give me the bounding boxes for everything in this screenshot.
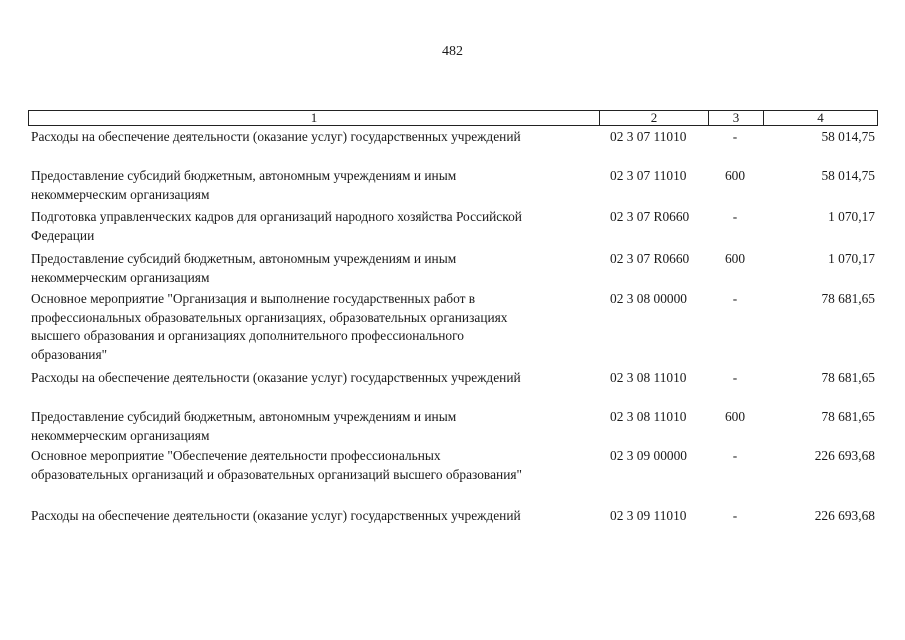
row-expense-type: - (732, 291, 738, 306)
row-expense-type: - (732, 129, 738, 144)
row-name-line: Предоставление субсидий бюджетным, автономным учреждениям и иным (31, 409, 457, 424)
row-name (31, 507, 606, 526)
row-code: 02 3 09 00000 (610, 448, 687, 463)
row-code: 02 3 08 11010 (610, 370, 687, 385)
row-expense-type: 600 (724, 409, 746, 424)
row-name-line: Расходы на обеспечение деятельности (оказание услуг) государственных учреждений (31, 370, 521, 385)
row-name (31, 128, 606, 147)
row-expense-type: - (732, 370, 738, 385)
row-name-line: Основное мероприятие "Организация и выполнение государственных работ в (31, 291, 476, 306)
row-name-line: профессиональных образовательных организациях, образовательных организациях (31, 309, 508, 325)
row-name-line: образовательных организаций и образовательных организаций высшего образования" (31, 466, 522, 482)
row-code: 02 3 07 R0660 (610, 251, 690, 266)
page-number: 482 (442, 44, 463, 59)
row-code: 02 3 08 00000 (610, 291, 687, 306)
row-expense-type: - (732, 448, 738, 463)
row-name-line: некоммерческим организациям (31, 269, 210, 285)
row-expense-type: - (732, 209, 738, 224)
row-expense-type: - (732, 508, 738, 523)
row-name-line: некоммерческим организациям (31, 186, 210, 202)
row-name (31, 408, 606, 445)
header-col-4: 4 (817, 110, 824, 125)
row-expense-type: 600 (724, 251, 746, 266)
row-name-line: Предоставление субсидий бюджетным, автономным учреждениям и иным (31, 168, 457, 183)
row-name-line: Расходы на обеспечение деятельности (оказание услуг) государственных учреждений (31, 508, 521, 523)
row-name-line: Расходы на обеспечение деятельности (оказание услуг) государственных учреждений (31, 129, 521, 144)
row-amount: 226 693,68 (814, 448, 875, 463)
row-code: 02 3 07 11010 (610, 129, 687, 144)
row-name (31, 208, 606, 245)
row-name (31, 290, 606, 364)
row-code: 02 3 07 11010 (610, 168, 687, 183)
header-col-1: 1 (310, 110, 318, 125)
row-amount: 78 681,65 (821, 409, 875, 424)
table-header (28, 110, 878, 126)
row-name (31, 369, 606, 388)
row-amount: 78 681,65 (821, 370, 875, 385)
row-amount: 58 014,75 (821, 168, 875, 183)
row-amount: 1 070,17 (828, 251, 875, 266)
row-code: 02 3 08 11010 (610, 409, 687, 424)
row-amount: 58 014,75 (821, 129, 875, 144)
row-name-line: Предоставление субсидий бюджетным, автономным учреждениям и иным (31, 251, 457, 266)
row-name (31, 167, 606, 204)
row-name-line: Федерации (31, 227, 95, 243)
row-name (31, 250, 606, 287)
row-amount: 78 681,65 (821, 291, 875, 306)
row-name-line: Основное мероприятие "Обеспечение деятельности профессиональных (31, 448, 441, 463)
header-col-2: 2 (650, 110, 658, 125)
row-name-line: образования" (31, 346, 108, 362)
row-amount: 1 070,17 (828, 209, 875, 224)
row-name-line: Подготовка управленческих кадров для организаций народного хозяйства Российской (31, 209, 522, 224)
header-col-3: 3 (732, 110, 740, 125)
row-name (31, 447, 606, 484)
row-name-line: некоммерческим организациям (31, 427, 210, 443)
row-code: 02 3 07 R0660 (610, 209, 690, 224)
row-amount: 226 693,68 (814, 508, 875, 523)
row-expense-type: 600 (724, 168, 746, 183)
row-name-line: высшего образования и организациях дополнительного профессионального (31, 328, 464, 343)
row-code: 02 3 09 11010 (610, 508, 687, 523)
